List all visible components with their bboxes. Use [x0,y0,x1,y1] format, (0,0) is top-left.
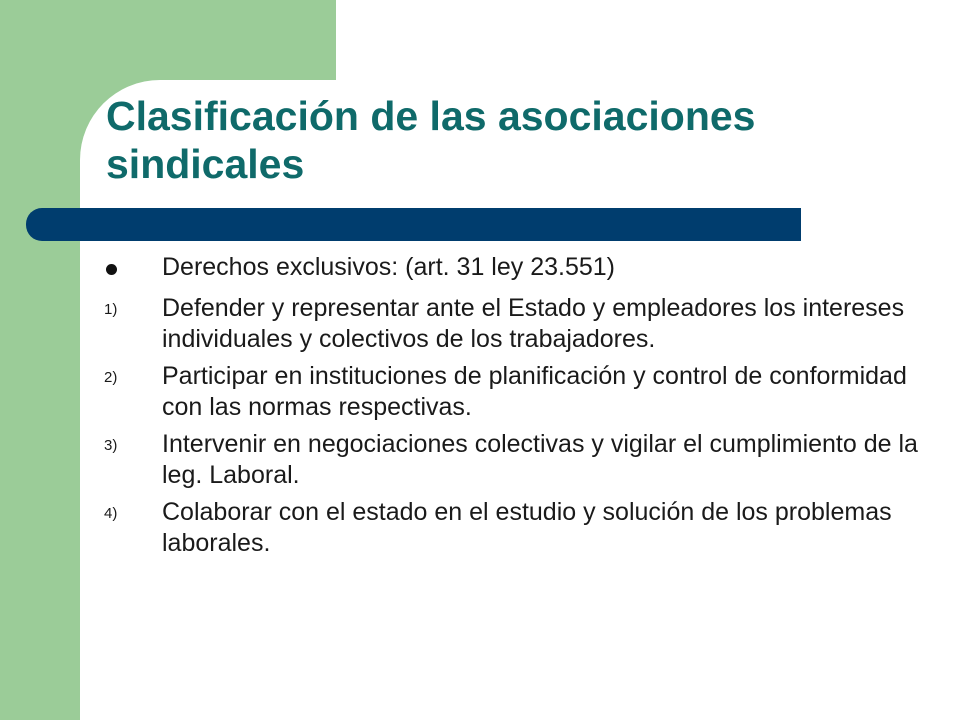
item-number: 1) [104,301,118,318]
bullet-item-heading [104,252,924,283]
title-underline-bar [26,208,801,241]
item-number: 4) [104,505,118,522]
numbered-item-2 [104,361,924,423]
numbered-item-3 [104,429,924,491]
numbered-item-1 [104,293,924,355]
item-number: 3) [104,437,118,454]
bullet-item-text: Derechos exclusivos: (art. 31 ley 23.551) [162,253,615,281]
bullet-dot-icon [106,264,117,275]
slide-title: Clasificación de las asociaciones sindicales [106,93,756,187]
item-text: Participar en instituciones de planificación y control de conformidad con las normas respectivas. [162,362,907,421]
item-text: Intervenir en negociaciones colectivas y vigilar el cumplimiento de la leg. Laboral. [162,430,918,489]
item-text: Colaborar con el estado en el estudio y solución de los problemas laborales. [162,498,892,557]
item-text: Defender y representar ante el Estado y empleadores los intereses individuales y colectivos de los trabajadores. [162,294,905,353]
item-number: 2) [104,369,118,386]
numbered-item-4 [104,497,924,559]
slide-body [104,252,924,565]
